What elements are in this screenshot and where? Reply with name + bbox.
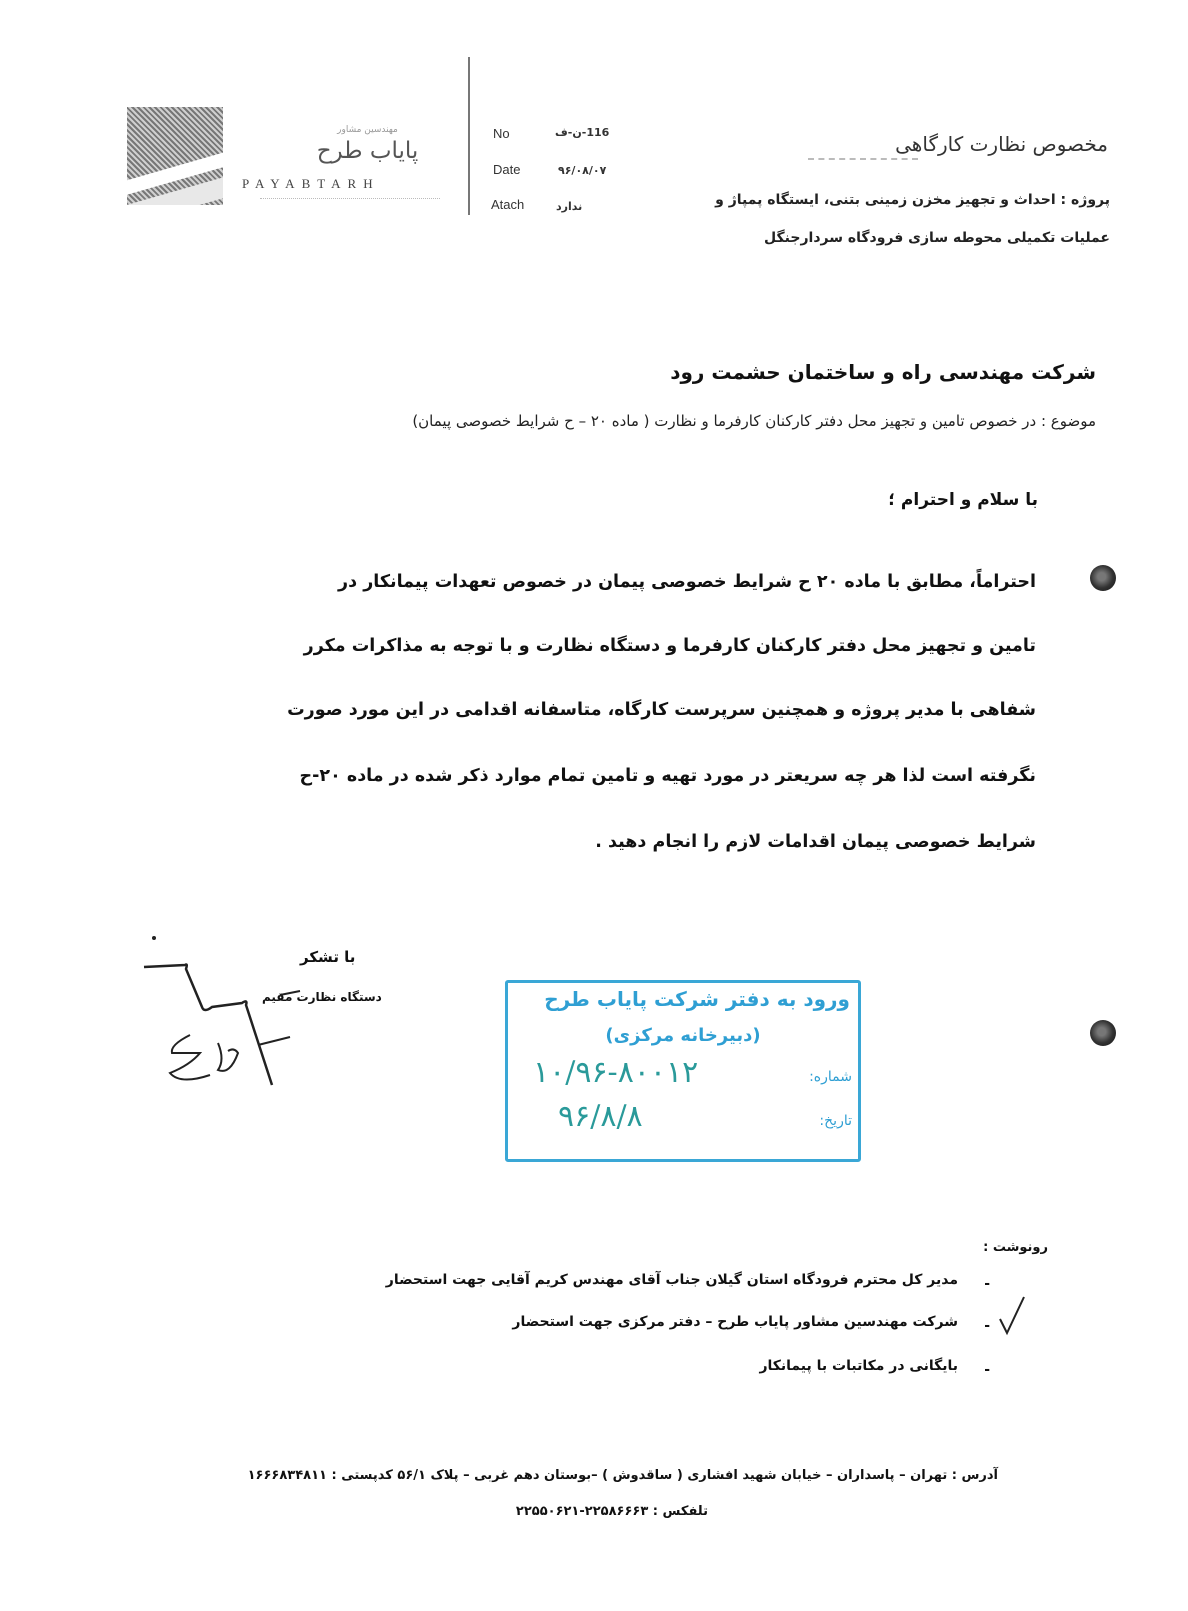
body-line: شرایط خصوصی پیمان اقدامات لازم را انجام دهید .	[595, 832, 1036, 852]
logo-english-name: PAYABTARH	[242, 176, 380, 191]
cc-dash: -	[984, 1276, 990, 1292]
letter-date: ۹۶/۰۸/۰۷	[558, 164, 607, 177]
hole-punch-mark	[1090, 565, 1116, 591]
stamp-date-value: ۹۶/۸/۸	[558, 1099, 643, 1134]
footer-address: آدرس : تهران – پاسداران – خیابان شهید افشاری ( ساقدوش ) –بوستان دهم غربی – پلاک ۵۶/۱ کدپستی : ۱۶۶۶۸۳۴۸۱۱	[247, 1468, 998, 1483]
cc-item: شرکت مهندسین مشاور پایاب طرح – دفتر مرکزی جهت استحضار	[512, 1314, 958, 1330]
checkmark-icon	[998, 1295, 1026, 1337]
stamp-number-value: ۱۰/۹۶-۸۰۰۱۲	[533, 1055, 699, 1090]
logo-tagline-line	[260, 198, 440, 202]
logo-persian-name: پایاب طرح	[316, 138, 419, 164]
header-divider	[468, 57, 470, 215]
recipient: شرکت مهندسی راه و ساختمان حشمت رود	[670, 360, 1096, 384]
body-line: نگرفته است لذا هر چه سریعتر در مورد تهیه و تامین تمام موارد ذکر شده در ماده ۲۰-ح	[299, 766, 1036, 786]
signer-title: دستگاه نظارت مقیم	[262, 990, 382, 1004]
attach-label: Atach	[491, 197, 525, 212]
letter-number: 116-ن-ف	[555, 126, 610, 139]
handwritten-signature	[130, 935, 320, 1095]
body-line: تامین و تجهیز محل دفتر کارکنان کارفرما و دستگاه نظارت و با توجه به مذاکرات مکرر	[303, 636, 1036, 656]
no-label: No	[493, 126, 510, 141]
body-line: شفاهی با مدیر پروژه و همچنین سرپرست کارگاه، متاسفانه اقدامی در این مورد صورت	[287, 700, 1036, 720]
stamp-number-label: شماره:	[809, 1069, 852, 1085]
document-heading: مخصوص نظارت کارگاهی	[895, 132, 1108, 156]
cc-item: مدیر کل محترم فرودگاه استان گیلان جناب آقای مهندس کریم آقایی جهت استحضار	[385, 1272, 958, 1288]
heading-underline	[808, 158, 918, 160]
stamp-subtitle: (دبیرخانه مرکزی)	[605, 1025, 761, 1046]
greeting: با سلام و احترام ؛	[888, 490, 1038, 510]
cc-item: بایگانی در مکاتبات با پیمانکار	[759, 1358, 958, 1374]
attach-value: ندارد	[556, 200, 583, 213]
company-logo-mark	[127, 107, 223, 205]
body-line: احتراماً، مطابق با ماده ۲۰ ح شرایط خصوصی پیمان در خصوص تعهدات پیمانکار در	[338, 572, 1036, 592]
project-line-2: عملیات تکمیلی محوطه سازی فرودگاه سردارجنگل	[764, 230, 1110, 246]
date-label: Date	[493, 162, 521, 177]
project-line-1: پروژه : احداث و تجهیز مخزن زمینی بتنی، ایستگاه پمپاژ و	[715, 192, 1110, 208]
cc-dash: -	[984, 1362, 990, 1378]
received-stamp	[505, 980, 861, 1162]
cc-dash: -	[984, 1318, 990, 1334]
logo-subtitle: مهندسین مشاور	[337, 125, 398, 135]
footer-telfax: تلفکس : ۲۲۵۸۶۶۶۳-۲۲۵۵۰۶۲۱	[515, 1504, 708, 1519]
stamp-date-label: تاریخ:	[819, 1113, 852, 1129]
stamp-title: ورود به دفتر شرکت پایاب طرح	[544, 987, 850, 1011]
subject-line: موضوع : در خصوص تامین و تجهیز محل دفتر کارکنان کارفرما و نظارت ( ماده ۲۰ – ح شرایط خصوصی پیمان)	[412, 412, 1096, 430]
closing-thanks: با تشکر	[300, 948, 356, 966]
cc-heading: رونوشت :	[983, 1240, 1048, 1255]
hole-punch-mark	[1090, 1020, 1116, 1046]
